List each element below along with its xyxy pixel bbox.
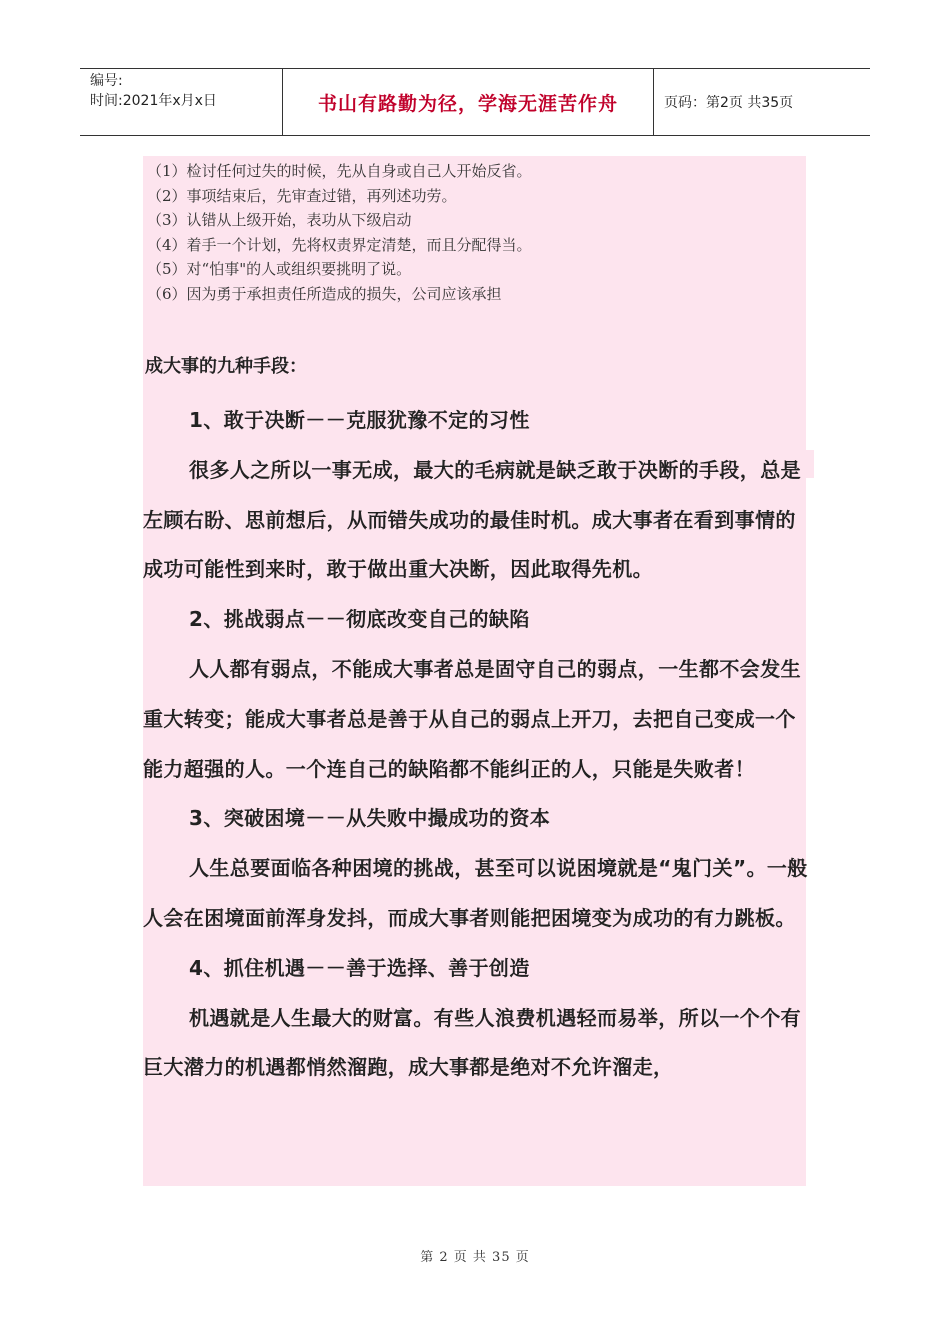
- header-motto-cell: [282, 69, 654, 135]
- content-area: [143, 156, 806, 1186]
- number-label: 编号:: [90, 73, 123, 89]
- item-title: 1、敢于决断－－克服犹豫不定的习性: [189, 408, 530, 432]
- motto: 书山有路勤为径，学海无涯苦作舟: [317, 92, 618, 115]
- tip-item: （6）因为勇于承担责任所造成的损失，公司应该承担: [147, 284, 502, 303]
- page-footer: 第 2 页 共 35 页: [420, 1250, 530, 1265]
- item-title: 4、抓住机遇－－善于选择、善于创造: [189, 955, 530, 980]
- item-paragraph: 很多人之所以一事无成，最大的毛病就是缺乏敢于决断的手段，总是左顾右盼、思前想后，从而错失成功的最佳时机。成大事者在看到事情的成功可能性到来时，敢于做出重大决断，因此取得先机。: [143, 457, 801, 582]
- item-title: 3、突破困境－－从失败中撮成功的资本: [189, 806, 551, 831]
- item-title: 2、挑战弱点－－彻底改变自己的缺陷: [189, 607, 530, 632]
- tip-item: （3）认错从上级开始，表功从下级启动: [147, 211, 412, 230]
- time-label: 时间:2021年x月x日: [90, 93, 217, 109]
- document-header: [80, 68, 870, 136]
- tips-list: [143, 156, 806, 307]
- tip-item: （4）着手一个计划，先将权责界定清楚，而且分配得当。: [147, 235, 532, 254]
- highlight-overhang: [806, 450, 814, 478]
- body-text: [143, 396, 815, 1093]
- page-info: 页码：第2页 共35页: [664, 95, 794, 111]
- tip-item: （1）检讨任何过失的时候，先从自身或自己人开始反省。: [147, 162, 532, 180]
- header-meta: [80, 69, 282, 135]
- header-page-cell: [654, 69, 870, 135]
- item-paragraph: 机遇就是人生最大的财富。有些人浪费机遇轻而易举，所以一个个有巨大潜力的机遇都悄然溜跑，成大事都是绝对不允许溜走，: [143, 1005, 801, 1080]
- item-paragraph: 人生总要面临各种困境的挑战，甚至可以说困境就是“鬼门关”。一般人会在困境面前浑身发抖，而成大事者则能把困境变为成功的有力跳板。: [143, 856, 808, 930]
- item-paragraph: 人人都有弱点，不能成大事者总是固守自己的弱点，一生都不会发生重大转变；能成大事者总是善于从自己的弱点上开刀，去把自己变成一个能力超强的人。一个连自己的缺陷都不能纠正的人，只能是失败者！: [143, 656, 801, 781]
- section-title: 成大事的九种手段：: [145, 356, 307, 377]
- tip-item: （5）对“怕事"的人或组织要挑明了说。: [147, 260, 412, 279]
- tip-item: （2）事项结束后，先审查过错，再列述功劳。: [147, 186, 457, 205]
